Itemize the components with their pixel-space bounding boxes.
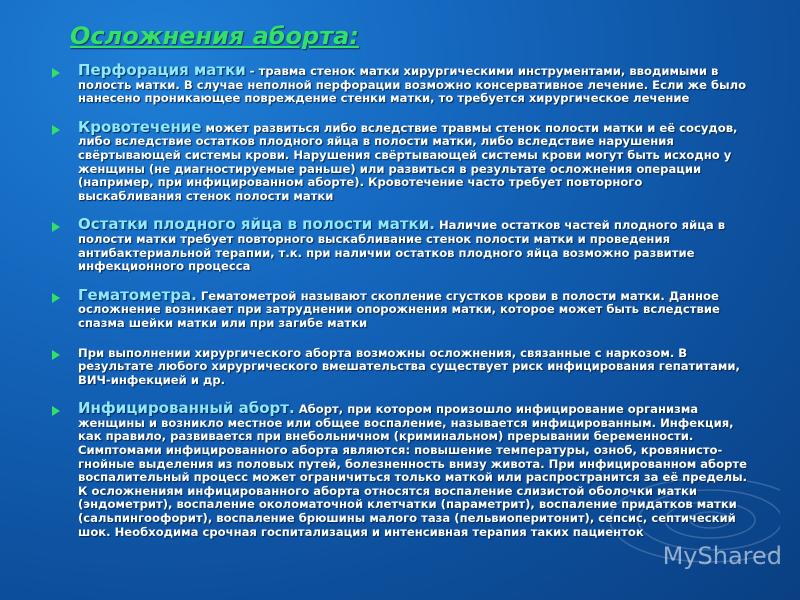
complications-list <box>50 61 750 554</box>
item-text <box>78 61 750 106</box>
item-heading: Остатки плодного яйца в полости матки. <box>78 215 435 234</box>
item-body: Аборт, при котором произошло инфицирование организма женщины и возникло местное или общее воспаление, называется инфицированным. Инфекция, как правило, развивается при внебольничном (криминальном) прерывании беременности. Симптомами инфицированного аборта являются: повышение температуры, озноб, кровянисто-гнойные выделения из половых путей, болезненность внизу живота. При инфицированном аборте воспалительный процесс может ограничиться только маткой или распространится за её пределы. К осложнениям инфицированного аборта относятся воспаление слизистой оболочки матки (эндометрит), воспаление околоматочной клетчатки (параметрит), воспаление придатков матки (сальпингоофорит), воспаление брюшины малого таза (пельвиоперитонит), сепсис, септический шок. Необходима срочная госпитализация и интенсивная терапия таких пациенток <box>78 402 748 539</box>
arrow-bullet-icon <box>52 222 60 232</box>
item-text <box>78 117 750 204</box>
page-title: Осложнения аборта: <box>70 22 359 50</box>
arrow-bullet-icon <box>52 350 60 360</box>
arrow-bullet-icon <box>52 293 60 303</box>
item-body: травма стенок матки хирургическими инструментами, вводимыми в полость матки. В случае неполной перфорации возможно консервативное лечение. Если же было нанесено проникающее повреждение стенки матки, то требуется хирургическое лечение <box>78 64 747 106</box>
list-item-hematometra <box>50 285 750 331</box>
item-separator: - <box>245 64 259 78</box>
arrow-bullet-icon <box>52 406 60 416</box>
item-heading: Гематометра. <box>78 285 197 304</box>
item-heading: Перфорация матки <box>78 61 246 79</box>
item-heading: Инфицированный аборт. <box>78 399 295 418</box>
watermark-logo: MyShared <box>662 542 782 570</box>
item-body: Наличие остатков частей плодного яйца в полости матки требует повторного выскабливание стенок полости матки и проведения антибактериальной терапии, т.к. при наличии остатков плодного яйца возможно развитие инфекционного процесса <box>78 218 726 274</box>
arrow-bullet-icon <box>52 125 60 135</box>
list-item-anesthesia <box>50 346 750 388</box>
list-item-perforation <box>50 61 750 106</box>
list-item-infected-abortion <box>50 399 750 539</box>
item-heading: Кровотечение <box>78 117 202 136</box>
item-body: Гематометрой называют скопление сгустков крови в полости матки. Данное осложнение возникает при затруднении опорожнения матки, которое может быть вследствие спазма шейки матки или при загибе матки <box>78 288 720 330</box>
item-text <box>78 399 750 539</box>
list-item-bleeding <box>50 117 750 204</box>
item-text <box>78 346 750 388</box>
item-body: может развиться либо вследствие травмы стенок полости матки и её сосудов, либо вследствие остатков плодного яйца в полости матки, либо вследствие нарушения свёртывающей системы крови. Нарушения свёртывающей системы крови могут быть исходно у женщины (не диагностируемые раньше) или развиться в результате осложнения операции (например, при инфицированном аборте). Кровотечение часто требует повторного выскабливания стенок полости матки <box>78 120 738 203</box>
item-text <box>78 285 750 331</box>
item-body: При выполнении хирургического аборта возможны осложнения, связанные с наркозом. В результате любого хирургического вмешательства существует риск инфицирования гепатитами, ВИЧ-инфекцией и др. <box>78 345 740 387</box>
item-text <box>78 215 750 274</box>
arrow-bullet-icon <box>52 68 60 78</box>
list-item-remnants <box>50 215 750 274</box>
